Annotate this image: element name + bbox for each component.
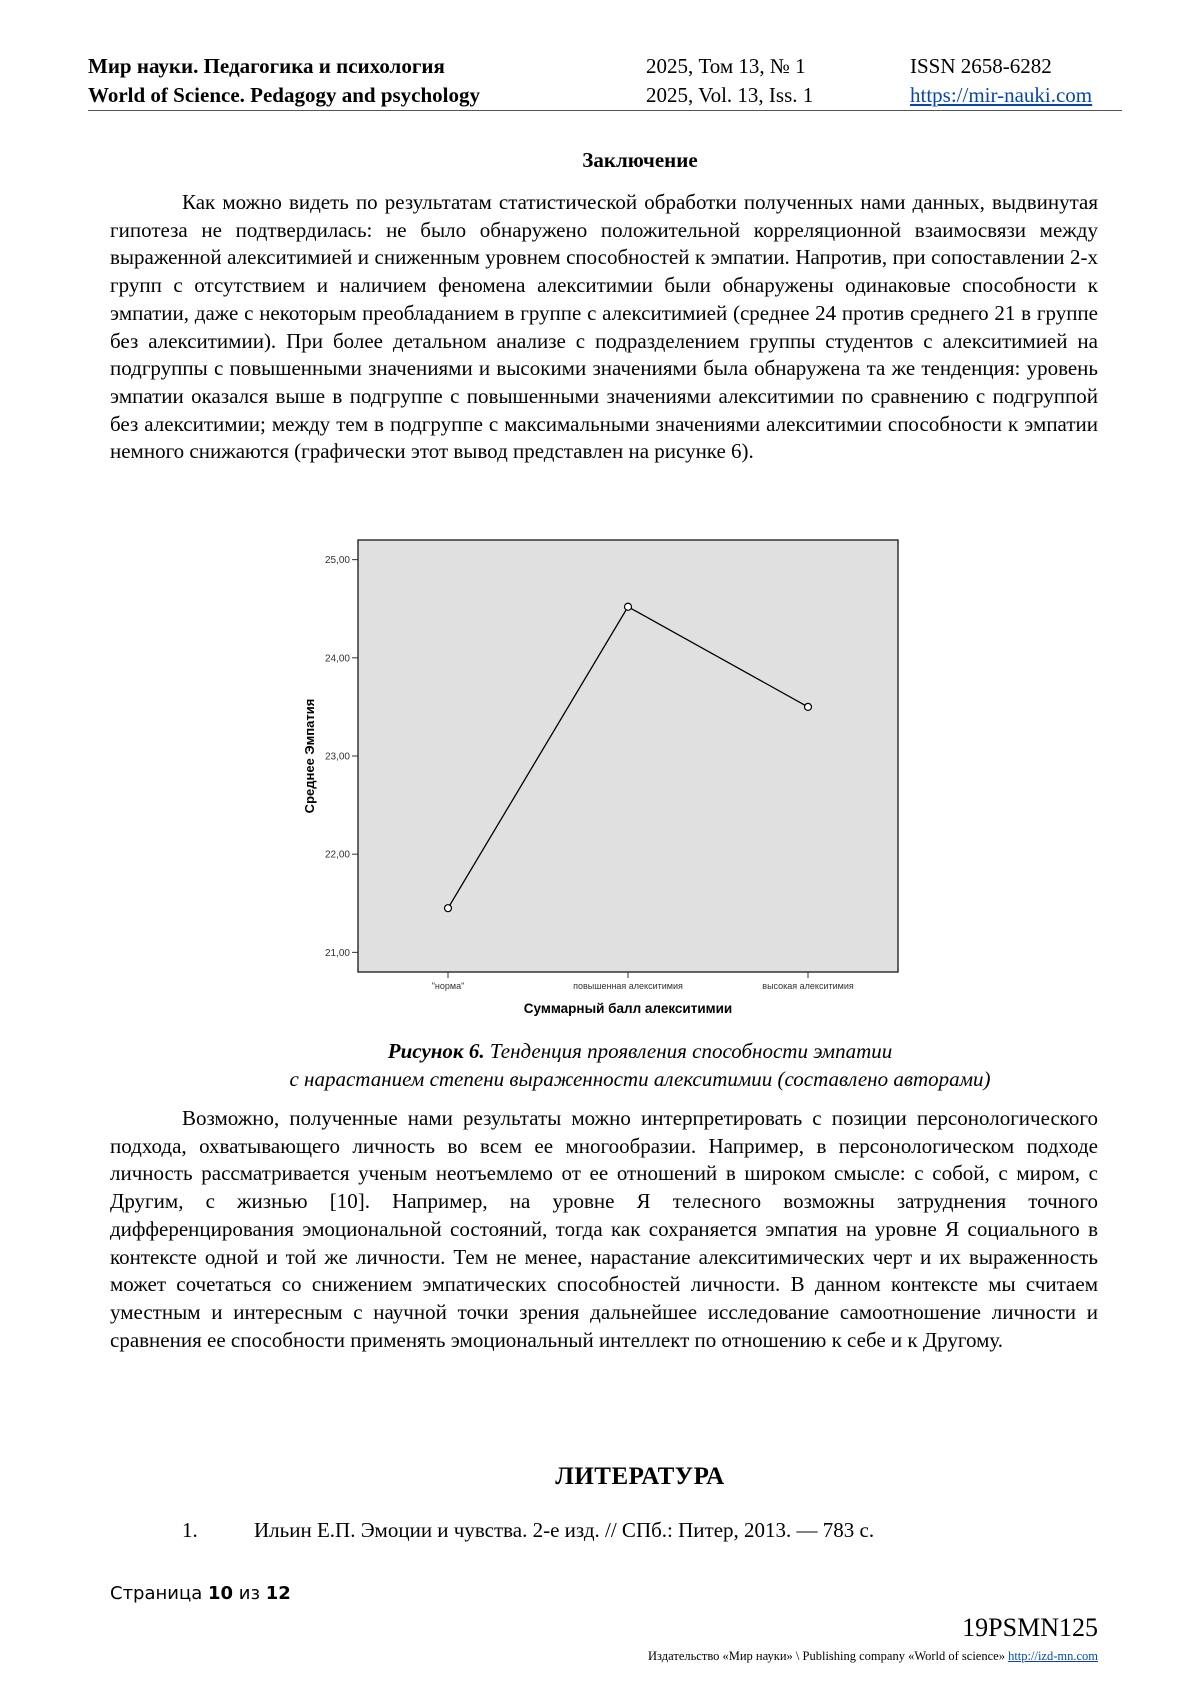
figure-caption — [0, 1037, 1200, 1093]
page-current: 10 — [207, 1583, 234, 1604]
x-tick-label: повышенная алекситимия — [573, 981, 683, 991]
figure-6-chart — [290, 530, 910, 1020]
journal-title-ru: Мир науки. Педагогика и психология — [88, 54, 445, 78]
data-point — [625, 603, 632, 610]
article-code: 19PSMN125 — [962, 1613, 1098, 1642]
reference-number: 1. — [182, 1518, 198, 1542]
x-tick-label: "норма" — [431, 981, 465, 991]
x-axis-title: Суммарный балл алекситимии — [523, 1001, 733, 1016]
journal-url-link[interactable]: https://mir-nauki.com — [910, 83, 1093, 107]
y-tick-label: 24,00 — [324, 653, 350, 665]
page-header — [88, 52, 1122, 111]
line-chart — [290, 530, 910, 1020]
issue-info — [646, 52, 813, 110]
page-prefix: Страница — [110, 1583, 208, 1604]
data-point — [805, 703, 812, 710]
caption-line2: с нарастанием степени выраженности алекситимии (составлено авторами) — [289, 1067, 991, 1091]
y-tick-label: 22,00 — [324, 849, 350, 861]
caption-label: Рисунок 6. — [387, 1039, 485, 1063]
y-axis-title: Среднее Эмпатия — [302, 698, 317, 814]
journal-title-en: World of Science. Pedagogy and psychology — [88, 83, 481, 107]
reference-text: Ильин Е.П. Эмоции и чувства. 2-е изд. // СПб.: Питер, 2013. — 783 с. — [254, 1518, 875, 1542]
y-tick-label: 25,00 — [324, 555, 350, 567]
page-number — [110, 1583, 291, 1604]
issn: ISSN 2658-6282 — [910, 54, 1052, 78]
page-of: из — [233, 1583, 266, 1604]
section-title: Заключение — [582, 148, 698, 172]
x-tick-label: высокая алекситимия — [762, 981, 854, 991]
x-axis — [432, 972, 854, 991]
issn-block — [910, 52, 1092, 110]
paragraph-discussion: Возможно, полученные нами результаты можно интерпретировать с позиции персонологического подхода, охватывающего личность во всем ее многообразии. Например, в персонологическом подходе личность рассматривается ученым неотъемлемо от ее отношений в широком смысле: с собой, с миром, с Другим, с жизнью [10]. Например, на уровне Я телесного возможны затруднения точного дифференцирования эмоциональной состояний, тогда как сохраняется эмпатия на уровне Я социального в контексте одной и той же личности. Тем не менее, нарастание алекситимических черт и их выраженность может сочетаться со снижением эмпатических способностей личности. В данном контексте мы считаем уместным и интересным с научной точки зрения дальнейшее исследование самоотношение личности и сравнения ее способности применять эмоциональный интеллект по отношению к себе и к Другому. — [110, 1106, 1098, 1352]
y-axis — [325, 555, 358, 959]
publisher-line — [648, 1649, 1098, 1664]
publisher-text: Издательство «Мир науки» \ Publishing company «World of science» — [648, 1649, 1009, 1663]
y-tick-label: 23,00 — [324, 751, 350, 763]
journal-title — [88, 52, 480, 110]
literature-title: ЛИТЕРАТУРА — [555, 1463, 725, 1490]
issue-ru: 2025, Том 13, № 1 — [646, 54, 806, 78]
data-point — [445, 905, 452, 912]
issue-en: 2025, Vol. 13, Iss. 1 — [646, 83, 814, 107]
paragraph-conclusion: Как можно видеть по результатам статистической обработки полученных нами данных, выдвинутая гипотеза не подтвердилась: не было обнаружено положительной корреляционной взаимосвязи между выраженной алекситимией и сниженным уровнем способностей к эмпатии. Напротив, при сопоставлении 2-х групп с отсутствием и наличием феномена алекситимии были обнаружены одинаковые способности к эмпатии, даже с некоторым преобладанием в группе с алекситимией (среднее 24 против среднего 21 в группе без алекситимии). При более детальном анализе с подразделением группы студентов с алекситимией на подгруппы с повышенными значениями и высокими значениями была обнаружена та же тенденция: уровень эмпатии оказался выше в подгруппе с повышенными значениями алекситимии по сравнению с подгруппой без алекситимии; между тем в подгруппе с максимальными значениями алекситимии способности к эмпатии немного снижаются (графически этот вывод представлен на рисунке 6). — [110, 190, 1098, 464]
publisher-link[interactable]: http://izd-mn.com — [1008, 1649, 1098, 1663]
y-tick-label: 21,00 — [324, 947, 350, 959]
caption-line1: Тенденция проявления способности эмпатии — [489, 1039, 893, 1063]
page-total: 12 — [265, 1583, 291, 1604]
